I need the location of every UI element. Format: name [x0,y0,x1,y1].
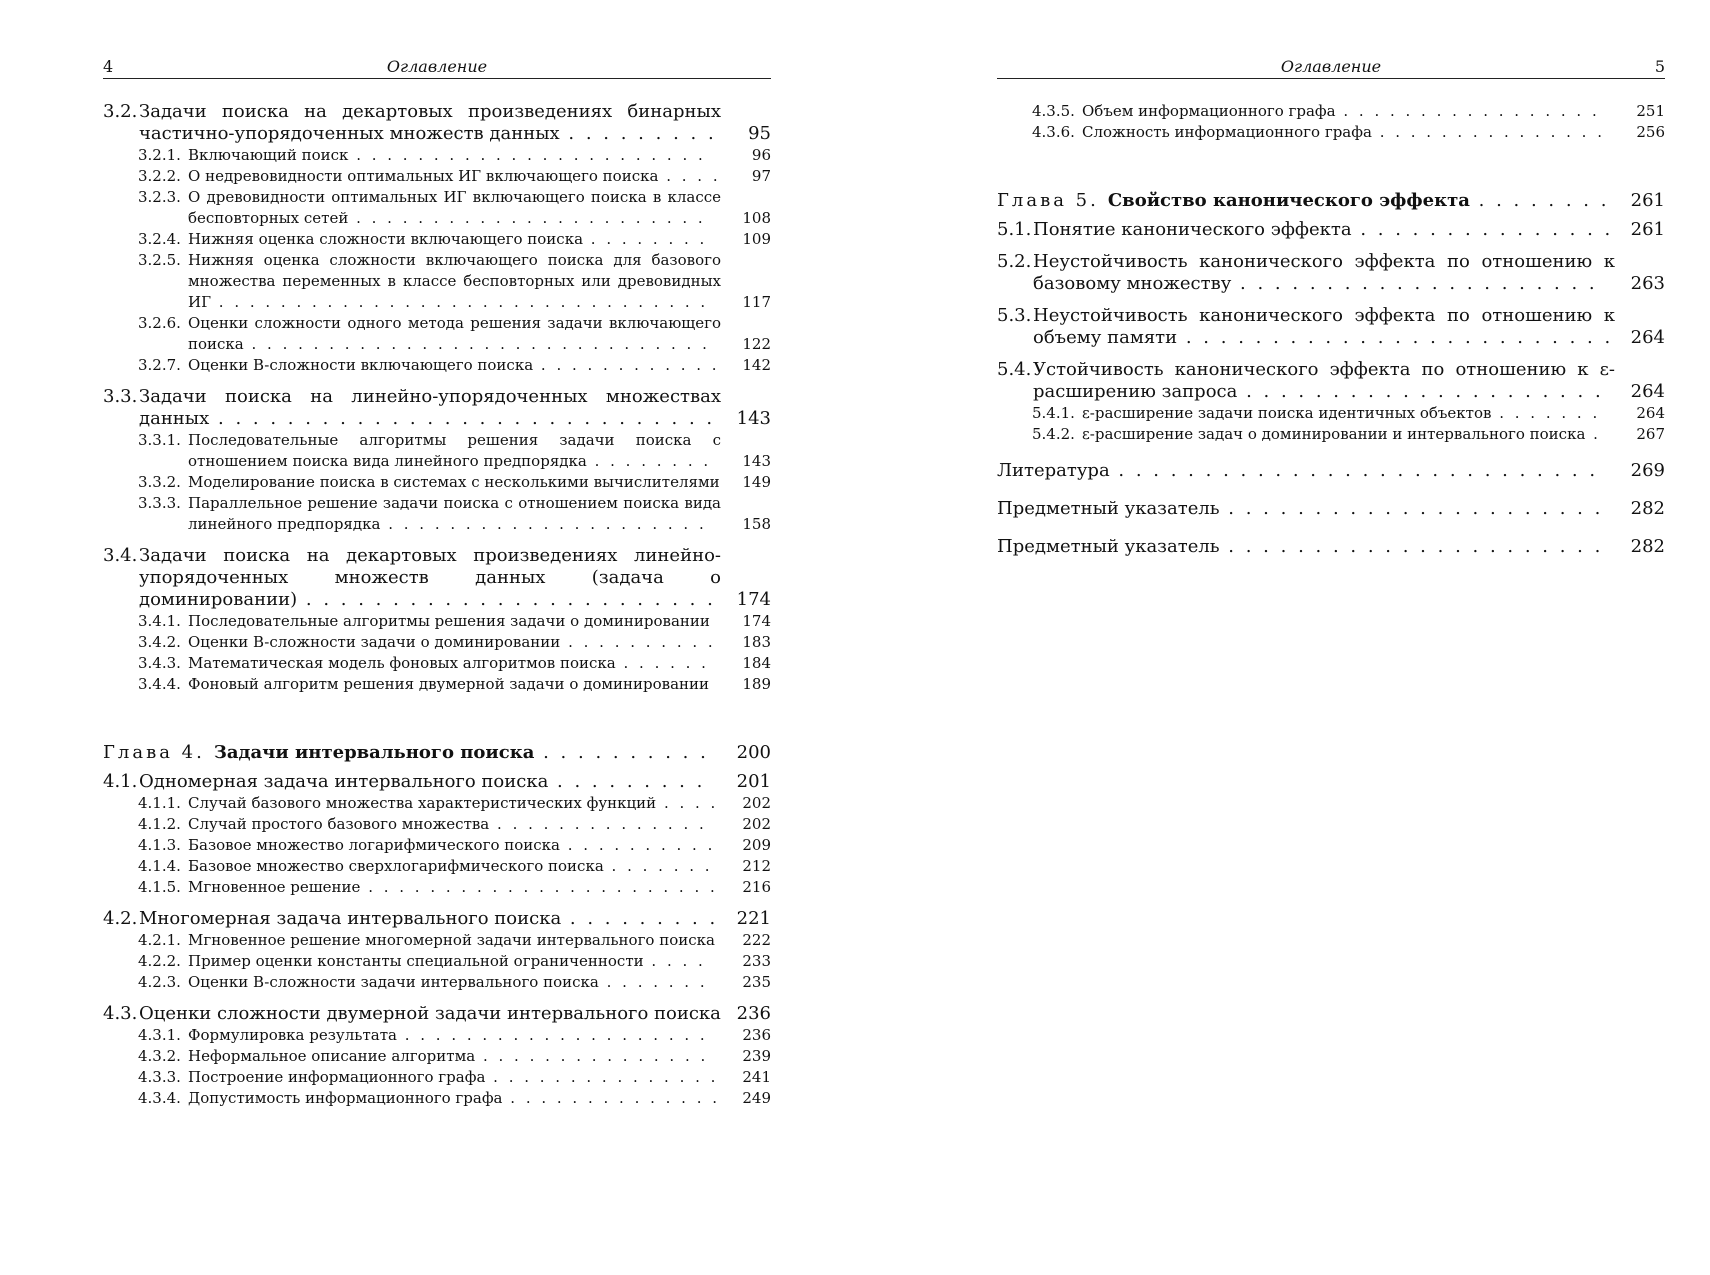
entry-number: 3.3.2. [138,473,181,491]
entry-page-number: 261 [1630,190,1665,211]
entry-number: 3.4.1. [138,612,181,630]
leader-dots: . . . . . . . . . . . . . . . . . . . . . [1237,381,1604,402]
backmatter-entry[interactable] [997,497,1665,521]
entry-number: 3.3.1. [138,431,181,449]
entry-title: Оценки сложности одного метода решения задачи включающего поиска [188,314,721,353]
entry-title: Мгновенное решение [188,878,361,896]
entry-page-number: 209 [742,836,771,854]
entry-number: 4.3.2. [138,1047,181,1065]
entry-number: 4.1.2. [138,815,181,833]
entry-number: 4.3.5. [1032,102,1075,120]
subsection-entry[interactable] [138,972,771,993]
entry-page-number: 149 [742,473,771,491]
chapter-entry[interactable] [997,189,1665,213]
entry-number: 4.2. [103,908,138,929]
subsection-entry[interactable] [138,1067,771,1088]
subsection-entry[interactable] [138,493,771,535]
entry-title: Пример оценки константы специальной ограниченности [188,952,644,970]
entry-title: Нижняя оценка сложности включающего поиска для базового множества переменных в классе бесповторных или древовидных ИГ [188,251,721,311]
subsection-entry[interactable] [138,1025,771,1046]
entry-number: 3.2. [103,101,138,122]
running-title: Оглавление [386,57,488,76]
leader-dots: . . . . . . . . . . . . . . . . . . . . . . . . . . . . [1109,460,1599,481]
entry-page-number: 251 [1636,102,1665,120]
leader-dots: . . . . . . . . . . . . . . [502,1089,721,1107]
entry-page-number: 97 [751,167,771,185]
subsection-entry[interactable] [138,951,771,972]
entry-page-number: 216 [742,878,771,896]
entry-number: 4.1.1. [138,794,181,812]
entry-number: 4.1.4. [138,857,181,875]
entry-page-number: 236 [736,1003,771,1024]
entry-page-number: 269 [1630,460,1665,481]
entry-number: 3.2.6. [138,314,181,332]
entry-title: Задачи поиска на декартовых произведениях бинарных частично-упорядоченных множеств данных [139,101,721,144]
entry-page-number: 239 [742,1047,771,1065]
leader-dots: . . . . [643,952,706,970]
entry-title: Формулировка результата [188,1026,397,1044]
entry-page-number: 143 [742,452,771,470]
subsection-entry[interactable] [138,793,771,814]
entry-page-number: 117 [742,293,771,311]
leader-dots: . . . . . . . [598,973,708,991]
entry-number: 3.2.7. [138,356,181,374]
left-page [103,56,771,1109]
entry-number: 4.1.5. [138,878,181,896]
leader-dots: . . . . . . . [1491,404,1601,422]
entry-page-number: 174 [742,612,771,630]
leader-dots: . . . . . . . . [583,230,708,248]
page-number: 5 [1654,57,1665,76]
entry-number: 5.3. [997,305,1032,326]
entry-page-number: 256 [1636,123,1665,141]
entry-page-number: 108 [742,209,771,227]
entry-title: Оценки B-сложности включающего поиска [188,356,534,374]
subsection-entry[interactable] [1032,424,1665,445]
entry-page-number: 201 [736,771,771,792]
entry-title: Случай простого базового множества [188,815,490,833]
entry-title: Случай базового множества характеристических функций [188,794,657,812]
entry-number: 3.2.3. [138,188,181,206]
entry-number: 4.3.1. [138,1026,181,1044]
entry-number: 3.2.1. [138,146,181,164]
subsection-entry[interactable] [138,430,771,472]
entry-title: Оценки B-сложности задачи интервального поиска [188,973,599,991]
backmatter-entry[interactable] [997,535,1665,559]
subsection-entry[interactable] [138,187,771,229]
section-entry[interactable] [997,359,1665,403]
leader-dots: . . . . . . . . . . . . . . . . . . . . . . [1219,498,1604,519]
entry-number: 3.3.3. [138,494,181,512]
subsection-entry[interactable] [138,229,771,250]
leader-dots: . . . . . . . . . . . . [533,356,720,374]
entry-title: Оценки сложности двумерной задачи интервального поиска [139,1003,721,1024]
entry-page-number: 142 [742,356,771,374]
entry-page-number: 249 [742,1089,771,1107]
entry-page-number: 202 [742,815,771,833]
subsection-entry[interactable] [138,145,771,166]
section-entry[interactable] [997,305,1665,349]
entry-page-number: 264 [1636,404,1665,422]
leader-dots: . . . . . . . . . [548,771,706,792]
leader-dots: . . . . . . . . [586,452,712,470]
leader-dots: . . . . . . . . . . . . . . . [1371,123,1605,141]
leader-dots: . . . . . . . . . [561,908,719,929]
entry-title: Неустойчивость канонического эффекта по отношению к объему памяти [1033,305,1615,348]
entry-title: Литература [997,460,1110,481]
entry-title: ε-расширение задач о доминировании и интервального поиска [1082,425,1586,443]
subsection-entry[interactable] [138,1046,771,1067]
leader-dots: . . . . . . . . . . . . . . . [485,1068,719,1086]
entry-number: 4.2.1. [138,931,181,949]
section-entry[interactable] [997,219,1665,241]
leader-dots: . . . . . . . . . . . . . . . [1351,219,1614,240]
subsection-entry[interactable] [1032,101,1665,122]
entry-title: О недревовидности оптимальных ИГ включающего поиска [188,167,659,185]
entry-title: Понятие канонического эффекта [1033,219,1352,240]
leader-dots: . . . . . . . . . . [534,742,709,763]
subsection-entry[interactable] [138,355,771,376]
entry-number: 4.3. [103,1003,138,1024]
chapter-title: Свойство канонического эффекта [1107,190,1470,211]
entry-page-number: 264 [1630,327,1665,348]
leader-dots: . . . . . . . . [1469,190,1610,211]
subsection-entry[interactable] [138,835,771,856]
entry-number: 3.2.5. [138,251,181,269]
entry-page-number: 202 [742,794,771,812]
entry-page-number: 212 [742,857,771,875]
leader-dots: . . . . . . . . . . . . . . . . . . . . . . [1219,536,1604,557]
subsection-entry[interactable] [1032,403,1665,424]
entry-number: 3.4. [103,545,138,566]
entry-page-number: 233 [742,952,771,970]
leader-dots: . . . . . . . . . . . . . . . . . . . . . . . [348,209,706,227]
entry-page-number: 174 [736,589,771,610]
subsection-entry[interactable] [138,1088,771,1109]
entry-title: Неформальное описание алгоритма [188,1047,476,1065]
entry-page-number: 221 [736,908,771,929]
entry-number: 4.3.4. [138,1089,181,1107]
entry-page-number: 158 [742,515,771,533]
leader-dots: . . . . . . . [603,857,713,875]
entry-page-number: 282 [1630,498,1665,519]
entry-title: Задачи поиска на линейно-упорядоченных множествах данных [139,386,721,429]
entry-title: Устойчивость канонического эффекта по отношению к ε-расширению запроса [1033,359,1615,402]
chapter-label: Глава 4. [103,742,205,763]
entry-number: 5.1. [997,219,1032,240]
entry-title: Последовательные алгоритмы решения задачи поиска с отношением поиска вида линейного предпорядка [188,431,721,470]
entry-title: Предметный указатель [997,536,1220,557]
entry-number: 4.2.2. [138,952,181,970]
entry-page-number: 263 [1630,273,1665,294]
leader-dots: . . . . . . . . . . . . . . . [475,1047,709,1065]
entry-page-number: 95 [748,123,771,144]
leader-dots: . [1585,425,1601,443]
entry-title: Мгновенное решение многомерной задачи интервального поиска [188,931,715,949]
entry-number: 3.4.2. [138,633,181,651]
entry-page-number: 143 [736,408,771,429]
section-entry[interactable] [103,545,771,611]
subsection-entry[interactable] [138,632,771,653]
subsection-entry[interactable] [138,653,771,674]
leader-dots: . . . . . . . . . . . . . . . . . . . . . . . [360,878,718,896]
leader-dots: . . . . [658,167,721,185]
page-number: 4 [103,57,114,76]
entry-number: 4.1. [103,771,138,792]
entry-title: Неустойчивость канонического эффекта по отношению к базовому множеству [1033,251,1615,294]
entry-title: Задачи поиска на декартовых произведениях линейно-упорядоченных множеств данных (задача о доминировании) [139,545,721,610]
entry-page-number: 222 [742,931,771,949]
entry-number: 4.2.3. [138,973,181,991]
entry-page-number: 109 [742,230,771,248]
entry-title: Многомерная задача интервального поиска [139,908,562,929]
running-title: Оглавление [1280,57,1382,76]
chapter-label: Глава 5. [997,190,1099,211]
entry-title: Объем информационного графа [1082,102,1336,120]
subsection-entry[interactable] [138,674,771,695]
subsection-entry[interactable] [138,472,771,493]
section-entry[interactable] [103,771,771,793]
section-entry[interactable] [103,101,771,145]
entry-page-number: 189 [742,675,771,693]
leader-dots: . . . . . . . . . . . . . . . . . . . . . . . [348,146,706,164]
entry-title: Включающий поиск [188,146,349,164]
entry-title: Фоновый алгоритм решения двумерной задачи о доминировании [188,675,710,693]
subsection-entry[interactable] [138,930,771,951]
subsection-entry[interactable] [1032,122,1665,143]
entry-title: Одномерная задача интервального поиска [139,771,549,792]
chapter-title: Задачи интервального поиска [213,742,535,763]
subsection-entry[interactable] [138,856,771,877]
running-head [997,56,1665,79]
leader-dots: . . . . . . . . . . . . . . . . . . . . . [1231,273,1598,294]
entry-title: Построение информационного графа [188,1068,486,1086]
subsection-entry[interactable] [138,611,771,632]
entry-number: 3.3. [103,386,138,407]
entry-title: ε-расширение задачи поиска идентичных объектов [1082,404,1492,422]
entry-number: 5.4. [997,359,1032,380]
entry-page-number: 236 [742,1026,771,1044]
entry-title: О древовидности оптимальных ИГ включающего поиска в классе бесповторных сетей [188,188,721,227]
leader-dots: . . . . . . . . . . [560,633,716,651]
leader-dots: . . . . . . [615,654,709,672]
section-entry[interactable] [103,386,771,430]
backmatter-entry[interactable] [997,459,1665,483]
entry-title: Математическая модель фоновых алгоритмов поиска [188,654,616,672]
leader-dots: . . . . . . . . . . . . . . . . . . . . . . . . [297,589,716,610]
entry-number: 4.3.3. [138,1068,181,1086]
entry-page-number: 96 [751,146,771,164]
entry-page-number: 184 [742,654,771,672]
leader-dots: . . . . . . . . . . . . . . [489,815,707,833]
entry-title: Базовое множество сверхлогарифмического поиска [188,857,604,875]
entry-number: 3.4.3. [138,654,181,672]
leader-dots: . . . . . . . . . . . . . . . . . . . . . . . . . . . . . [209,408,716,429]
entry-number: 5.4.2. [1032,425,1075,443]
leader-dots: . . . . . . . . . . . . . . . . . . . . . . . . . . . . . . . . [211,293,709,311]
running-head [103,56,771,79]
entry-page-number: 267 [1636,425,1665,443]
subsection-entry[interactable] [138,814,771,835]
leader-dots: . . . . . . . . . . . . . . . . . . . . [396,1026,708,1044]
entry-page-number: 200 [736,742,771,763]
entry-title: Параллельное решение задачи поиска с отношением поиска вида линейного предпорядка [188,494,721,533]
entry-page-number: 264 [1630,381,1665,402]
entry-number: 4.1.3. [138,836,181,854]
entry-page-number: 235 [742,973,771,991]
subsection-entry[interactable] [138,313,771,355]
entry-page-number: 122 [742,335,771,353]
chapter-entry[interactable] [103,741,771,765]
section-entry[interactable] [103,1003,771,1025]
entry-number: 3.4.4. [138,675,181,693]
leader-dots: . . . . . . . . . . . . . . . . . . . . . . . . . [1177,327,1614,348]
entry-title: Нижняя оценка сложности включающего поиска [188,230,584,248]
entry-title: Предметный указатель [997,498,1220,519]
entry-page-number: 261 [1630,219,1665,240]
section-entry[interactable] [103,908,771,930]
subsection-entry[interactable] [138,250,771,313]
right-page [997,56,1665,559]
entry-number: 3.2.4. [138,230,181,248]
entry-title: Сложность информационного графа [1082,123,1372,141]
section-entry[interactable] [997,251,1665,295]
entry-title: Последовательные алгоритмы решения задачи о доминировании [188,612,710,630]
leader-dots: . . . . . . . . . [559,123,717,144]
entry-number: 5.4.1. [1032,404,1075,422]
entry-page-number: 183 [742,633,771,651]
entry-page-number: 282 [1630,536,1665,557]
entry-title: Моделирование поиска в системах с несколькими вычислителями [188,473,720,491]
toc-list [103,101,771,1109]
entry-title: Базовое множество логарифмического поиска [188,836,560,854]
leader-dots: . . . . . . . . . . . . . . . . . . . . . . . . . . . . . . [243,335,710,353]
toc-list [997,101,1665,559]
entry-number: 5.2. [997,251,1032,272]
leader-dots: . . . . . . . . . . [559,836,716,854]
subsection-entry[interactable] [138,877,771,898]
entry-number: 3.2.2. [138,167,181,185]
leader-dots: . . . . . . . . . . . . . . . . . . . . . [380,515,707,533]
leader-dots: . . . . . . . . . . . . . . . . . [1335,102,1600,120]
entry-page-number: 241 [742,1068,771,1086]
entry-title: Допустимость информационного графа [188,1089,503,1107]
entry-number: 4.3.6. [1032,123,1075,141]
leader-dots: . . . . [656,794,719,812]
subsection-entry[interactable] [138,166,771,187]
entry-title: Оценки B-сложности задачи о доминировании [188,633,561,651]
